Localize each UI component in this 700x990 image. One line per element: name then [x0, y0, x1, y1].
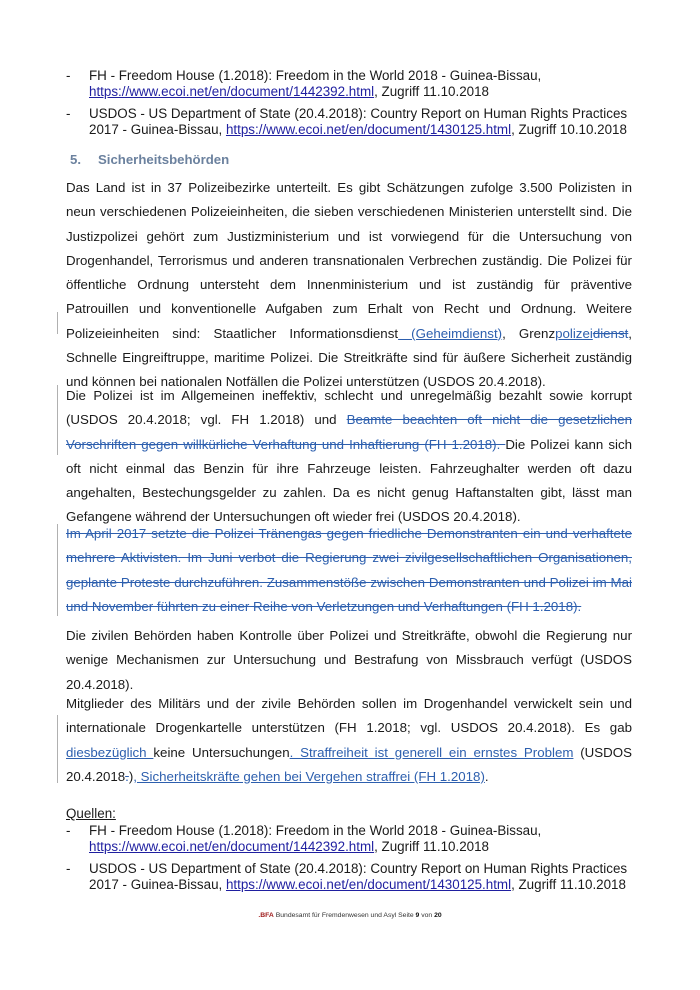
change-bar: [57, 715, 58, 783]
inserted-text: polizei: [555, 325, 593, 341]
inserted-text: diesbezüglich: [66, 744, 154, 760]
source-item-usdos: - USDOS - US Department of State (20.4.2018): Country Report on Human Rights Practices 2017 - Guinea-Bissau, https://www.ecoi.net/en/document/1430125.html, Zugriff 11.10.2018: [66, 861, 628, 892]
change-bar: [57, 312, 58, 334]
list-dash: -: [66, 68, 71, 83]
paragraph-drug-trade: Mitglieder des Militärs und der zivile Behörden sollen im Drogenhandel verwickelt sein und internationale Drogenkartelle unterstützen (FH 1.2018; vgl. USDOS 20.4.2018). Es gab diesbezüglich keine Untersuchungen. Straffreiheit ist generell ein ernstes Problem (USDOS 20.4.2018.), Sicherheitskräfte gehen bei Vergehen straffrei (FH 1.2018).: [66, 696, 632, 784]
section-title: Sicherheitsbehörden: [98, 152, 230, 167]
page-footer: .BFA Bundesamt für Fremdenwesen und Asyl Seite 9 von 20: [258, 912, 442, 919]
inserted-text: . Straffreiheit ist generell ein ernstes Problem: [289, 744, 574, 760]
change-bar: [57, 524, 58, 616]
section-heading: [70, 152, 229, 167]
source-link-fh[interactable]: https://www.ecoi.net/en/document/1442392.html: [89, 83, 375, 99]
paragraph-police-corruption: Die Polizei ist im Allgemeinen ineffektiv, schlecht und unregelmäßig bezahlt sowie korrupt (USDOS 20.4.2018; vgl. FH 1.2018) und Beamte beachten oft nicht die gesetzlichen Vorschriften gegen willkürliche Verhaftung und Inhaftierung (FH 1.2018). Die Polizei kann sich oft nicht einmal das Benzin für ihre Fahrzeuge leisten. Fahrzeughalter werden oft dazu angehalten, Bestechungsgelder zu zahlen. Da es nicht genug Haftanstalten gibt, lässt man Gefangene während der Untersuchungen oft wieder frei (USDOS 20.4.2018).: [66, 388, 632, 525]
source-item-usdos: - USDOS - US Department of State (20.4.2018): Country Report on Human Rights Practices 2017 - Guinea-Bissau, https://www.ecoi.net/en/document/1430125.html, Zugriff 10.10.2018: [66, 106, 628, 137]
list-dash: -: [66, 823, 71, 838]
source-link-fh[interactable]: https://www.ecoi.net/en/document/1442392.html: [89, 838, 375, 854]
list-dash: -: [66, 861, 71, 876]
paragraph-civil-control: Die zivilen Behörden haben Kontrolle über Polizei und Streitkräfte, obwohl die Regierung nur wenige Mechanismen zur Untersuchung und Bestrafung von Missbrauch verfügt (USDOS 20.4.2018).: [66, 628, 632, 692]
total-pages: 20: [434, 912, 442, 919]
paragraph-protests-deleted: [66, 522, 632, 619]
change-bar: [57, 385, 58, 455]
current-page: 9: [415, 912, 420, 919]
deleted-text: Im April 2017 setzte die Polizei Tränengas gegen friedliche Demonstranten ein und verhaftete mehrere Aktivisten. Im Juni verbot die Regierung zwei zivilgesellschaftlichen Organisationen, geplante Proteste durchzuführen. Zusammenstöße zwischen Demonstranten und Polizei im Mai und November führten zu einer Reihe von Verletzungen und Verhaftungen (FH 1.2018).: [66, 526, 632, 614]
list-dash: -: [66, 106, 71, 121]
section-number: 5.: [70, 152, 81, 167]
source-link-usdos[interactable]: https://www.ecoi.net/en/document/1430125.html: [225, 876, 512, 892]
deleted-text: Beamte beachten oft nicht die gesetzlichen Vorschriften gegen willkürliche Verhaftung und Inhaftierung (FH 1.2018).: [66, 412, 632, 452]
deleted-text: dienst: [592, 325, 629, 341]
sources-label: Quellen:: [66, 806, 116, 821]
source-item-fh: - FH - Freedom House (1.2018): Freedom in the World 2018 - Guinea-Bissau, https://www.ecoi.net/en/document/1442392.html, Zugriff 11.10.2018: [66, 68, 542, 99]
paragraph-police-structure: Das Land ist in 37 Polizeibezirke unterteilt. Es gibt Schätzungen zufolge 3.500 Polizisten in neun verschiedenen Polizeieinheiten, die sieben verschiedenen Ministerien unterstellt sind. Die Justizpolizei gehört zum Justizministerium und ist vorwiegend für die Untersuchung von Drogenhandel, Terrorismus und anderen transnationalen Verbrechen zuständig. Die Polizei für öffentliche Ordnung untersteht dem Innenministerium und ist zuständig für präventive Patrouillen und konventionelle Aufgaben zum Erhalt von Recht und Ordnung. Weitere Polizeieinheiten sind: Staatlicher Informationsdienst (Geheimdienst), Grenzpolizeidienst, Schnelle Eingreiftruppe, maritime Polizei. Die Streitkräfte sind für äußere Sicherheit zuständig und können bei nationalen Notfällen die Polizei unterstützen (USDOS 20.4.2018).: [66, 180, 632, 390]
inserted-text: (Geheimdienst): [398, 325, 503, 341]
deleted-text: .: [125, 768, 129, 784]
bfa-logo: .BFA: [258, 912, 274, 919]
sources-list: [66, 823, 646, 899]
source-item-fh: - FH - Freedom House (1.2018): Freedom in the World 2018 - Guinea-Bissau, https://www.ecoi.net/en/document/1442392.html, Zugriff 11.10.2018: [66, 823, 542, 854]
inserted-text: , Sicherheitskräfte gehen bei Vergehen straffrei (FH 1.2018): [133, 768, 485, 784]
source-link-usdos[interactable]: https://www.ecoi.net/en/document/1430125.html: [225, 121, 512, 137]
top-sources-list: [66, 68, 646, 144]
